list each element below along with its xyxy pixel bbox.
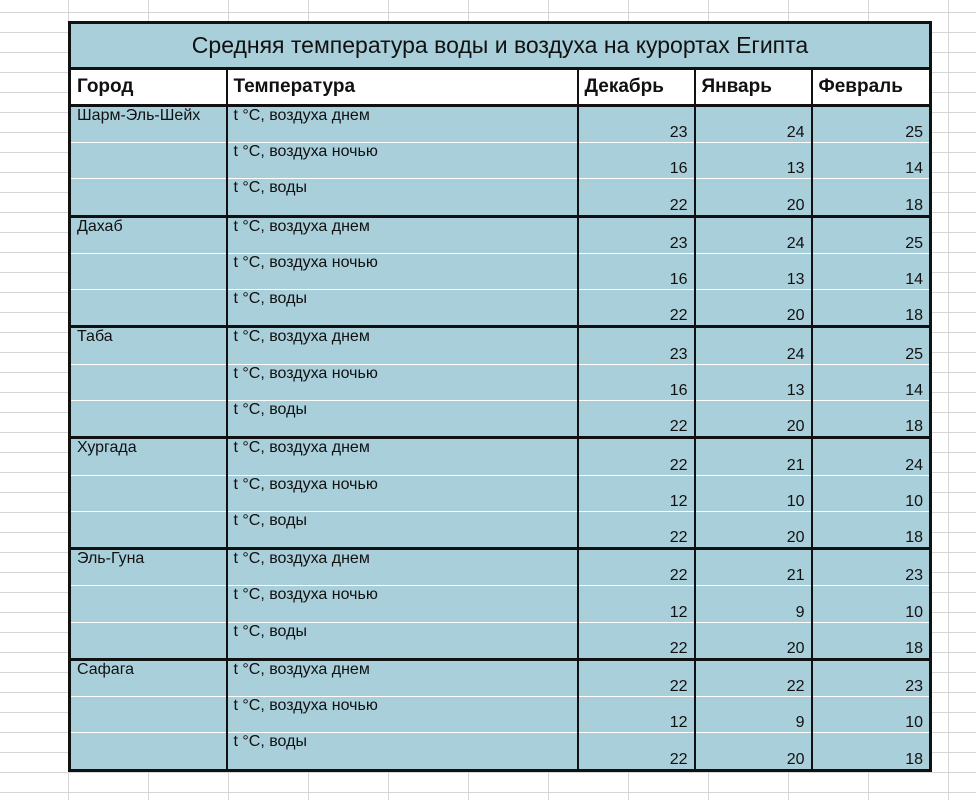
december-cell[interactable]: 23 <box>578 327 695 364</box>
table-row <box>70 364 931 400</box>
february-cell[interactable]: 25 <box>812 327 931 364</box>
february-cell[interactable]: 14 <box>812 253 931 289</box>
header-january[interactable]: Январь <box>695 68 812 105</box>
city-cell[interactable] <box>70 622 227 659</box>
table-row <box>70 290 931 327</box>
december-cell[interactable]: 23 <box>578 105 695 142</box>
city-cell[interactable] <box>70 290 227 327</box>
january-cell[interactable]: 20 <box>695 179 812 216</box>
february-cell[interactable]: 14 <box>812 143 931 179</box>
january-cell[interactable]: 9 <box>695 586 812 622</box>
measure-cell[interactable]: t °C, воздуха ночью <box>227 253 578 289</box>
table-row <box>70 105 931 142</box>
december-cell[interactable]: 16 <box>578 364 695 400</box>
measure-cell[interactable]: t °C, воздуха днем <box>227 438 578 475</box>
december-cell[interactable]: 22 <box>578 290 695 327</box>
measure-cell[interactable]: t °C, воздуха днем <box>227 549 578 586</box>
city-cell[interactable]: Таба <box>70 327 227 364</box>
city-cell[interactable]: Хургада <box>70 438 227 475</box>
measure-cell[interactable]: t °C, воды <box>227 290 578 327</box>
city-cell[interactable] <box>70 179 227 216</box>
december-cell[interactable]: 16 <box>578 143 695 179</box>
january-cell[interactable]: 20 <box>695 511 812 548</box>
february-cell[interactable]: 23 <box>812 549 931 586</box>
measure-cell[interactable]: t °C, воздуха днем <box>227 105 578 142</box>
table-row <box>70 216 931 253</box>
january-cell[interactable]: 21 <box>695 549 812 586</box>
february-cell[interactable]: 25 <box>812 216 931 253</box>
february-cell[interactable]: 18 <box>812 290 931 327</box>
table-row <box>70 697 931 733</box>
city-cell[interactable] <box>70 143 227 179</box>
table-row <box>70 622 931 659</box>
january-cell[interactable]: 21 <box>695 438 812 475</box>
february-cell[interactable]: 25 <box>812 105 931 142</box>
measure-cell[interactable]: t °C, воздуха днем <box>227 216 578 253</box>
february-cell[interactable]: 24 <box>812 438 931 475</box>
table-row <box>70 659 931 696</box>
december-cell[interactable]: 22 <box>578 438 695 475</box>
city-cell[interactable]: Сафага <box>70 659 227 696</box>
february-cell[interactable]: 10 <box>812 697 931 733</box>
january-cell[interactable]: 20 <box>695 622 812 659</box>
measure-cell[interactable]: t °C, воды <box>227 733 578 771</box>
city-cell[interactable] <box>70 253 227 289</box>
measure-cell[interactable]: t °C, воды <box>227 179 578 216</box>
january-cell[interactable]: 24 <box>695 216 812 253</box>
table-row <box>70 327 931 364</box>
february-cell[interactable]: 18 <box>812 511 931 548</box>
measure-cell[interactable]: t °C, воздуха днем <box>227 659 578 696</box>
measure-cell[interactable]: t °C, воды <box>227 511 578 548</box>
january-cell[interactable]: 9 <box>695 697 812 733</box>
header-december[interactable]: Декабрь <box>578 68 695 105</box>
december-cell[interactable]: 16 <box>578 253 695 289</box>
december-cell[interactable]: 22 <box>578 401 695 438</box>
table-row <box>70 401 931 438</box>
table-row <box>70 733 931 771</box>
february-cell[interactable]: 18 <box>812 179 931 216</box>
december-cell[interactable]: 22 <box>578 549 695 586</box>
table-row <box>70 586 931 622</box>
december-cell[interactable]: 12 <box>578 475 695 511</box>
temperature-table <box>68 21 932 772</box>
measure-cell[interactable]: t °C, воздуха ночью <box>227 143 578 179</box>
city-cell[interactable] <box>70 586 227 622</box>
january-cell[interactable]: 24 <box>695 105 812 142</box>
january-cell[interactable]: 22 <box>695 659 812 696</box>
january-cell[interactable]: 10 <box>695 475 812 511</box>
measure-cell[interactable]: t °C, воздуха ночью <box>227 475 578 511</box>
february-cell[interactable]: 18 <box>812 733 931 771</box>
header-temperature[interactable]: Температура <box>227 68 578 105</box>
city-cell[interactable]: Дахаб <box>70 216 227 253</box>
city-cell[interactable]: Эль-Гуна <box>70 549 227 586</box>
january-cell[interactable]: 24 <box>695 327 812 364</box>
january-cell[interactable]: 20 <box>695 733 812 771</box>
header-row <box>70 68 931 105</box>
december-cell[interactable]: 12 <box>578 697 695 733</box>
measure-cell[interactable]: t °C, воздуха ночью <box>227 697 578 733</box>
measure-cell[interactable]: t °C, воды <box>227 622 578 659</box>
december-cell[interactable]: 22 <box>578 733 695 771</box>
city-cell[interactable] <box>70 475 227 511</box>
february-cell[interactable]: 18 <box>812 622 931 659</box>
table-row <box>70 253 931 289</box>
december-cell[interactable]: 22 <box>578 659 695 696</box>
city-cell[interactable] <box>70 511 227 548</box>
december-cell[interactable]: 12 <box>578 586 695 622</box>
table-row <box>70 511 931 548</box>
city-cell[interactable] <box>70 733 227 771</box>
measure-cell[interactable]: t °C, воздуха днем <box>227 327 578 364</box>
measure-cell[interactable]: t °C, воздуха ночью <box>227 364 578 400</box>
february-cell[interactable]: 10 <box>812 475 931 511</box>
city-cell[interactable] <box>70 401 227 438</box>
table-row <box>70 179 931 216</box>
january-cell[interactable]: 13 <box>695 364 812 400</box>
december-cell[interactable]: 22 <box>578 622 695 659</box>
measure-cell[interactable]: t °C, воздуха ночью <box>227 586 578 622</box>
city-cell[interactable] <box>70 697 227 733</box>
city-cell[interactable]: Шарм-Эль-Шейх <box>70 105 227 142</box>
table-row <box>70 475 931 511</box>
january-cell[interactable]: 13 <box>695 143 812 179</box>
header-city[interactable]: Город <box>70 68 227 105</box>
table-body <box>70 23 931 771</box>
header-february[interactable]: Февраль <box>812 68 931 105</box>
december-cell[interactable]: 22 <box>578 179 695 216</box>
table-title[interactable]: Средняя температура воды и воздуха на курортах Египта <box>70 23 931 69</box>
measure-cell[interactable]: t °C, воды <box>227 401 578 438</box>
january-cell[interactable]: 20 <box>695 290 812 327</box>
january-cell[interactable]: 13 <box>695 253 812 289</box>
december-cell[interactable]: 23 <box>578 216 695 253</box>
february-cell[interactable]: 14 <box>812 364 931 400</box>
december-cell[interactable]: 22 <box>578 511 695 548</box>
table-row <box>70 143 931 179</box>
table-row <box>70 549 931 586</box>
february-cell[interactable]: 23 <box>812 659 931 696</box>
city-cell[interactable] <box>70 364 227 400</box>
table-row <box>70 438 931 475</box>
february-cell[interactable]: 10 <box>812 586 931 622</box>
title-row <box>70 23 931 69</box>
february-cell[interactable]: 18 <box>812 401 931 438</box>
january-cell[interactable]: 20 <box>695 401 812 438</box>
